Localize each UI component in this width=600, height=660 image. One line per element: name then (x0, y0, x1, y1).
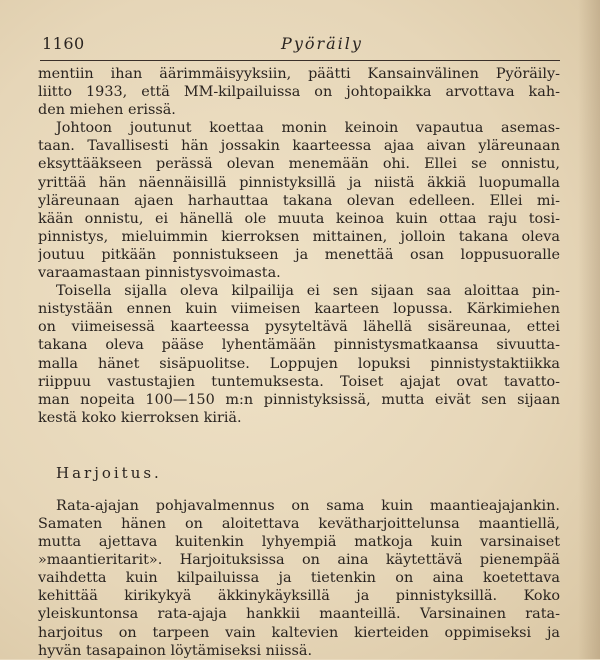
text-line: joutuu pitkään ponnistukseen ja menettää osan loppusuoralle (38, 246, 560, 263)
text-line: hyvän tasapainon löytämiseksi niissä. (38, 642, 313, 659)
page-number: 1160 (42, 34, 85, 53)
paragraph-3 (38, 282, 560, 427)
text-line: den miehen erissä. (38, 102, 176, 119)
text-line: Rata-ajajan pohjavalmennus on sama kuin maantieajajankin. (56, 497, 560, 514)
binding-shadow (578, 0, 600, 659)
text-line: taan. Tavallisesti hän jossakin kaarteessa ajaa aivan yläreunaan (38, 138, 560, 155)
paragraph-4 (38, 497, 560, 660)
text-line: Samaten hänen on aloitettava kevätharjoittelunsa maantiellä, (38, 515, 560, 532)
page-header (42, 34, 558, 56)
body-text (38, 65, 560, 660)
text-line: kestä koko kierroksen kiriä. (38, 409, 242, 426)
text-line: yleiskuntonsa rata-ajaja hankkii maanteillä. Varsinainen rata- (38, 606, 560, 623)
text-line: pinnistys, mieluimmin kierroksen mittainen, jolloin takana oleva (38, 228, 560, 245)
spacer (38, 483, 560, 497)
spacer (38, 427, 560, 463)
text-line: yrittää hän näennäisillä pinnistyksillä ja niistä äkkiä luopumalla (38, 174, 560, 191)
text-line: man nopeita 100—150 m:n pinnistyksissä, mutta eivät sen sijaan (38, 391, 560, 408)
text-line: vaihdetta kuin kilpailuissa ja tietenkin on aina koetettava (38, 570, 560, 587)
text-line: eksyttääkseen perässä olevan menemään ohi. Ellei se onnistu, (38, 156, 560, 173)
text-line: liitto 1933, että MM-kilpailuissa on johtopaikka arvottava kah- (38, 84, 560, 101)
text-line: yläreunaan ajaen harhauttaa takana olevan edelleen. Ellei mi- (38, 192, 560, 209)
text-line: harjoitus on tarpeen vain kaltevien kierteiden oppimiseksi ja (38, 624, 560, 641)
text-line: takana oleva pääse lyhentämään pinnistysmatkaansa sivuutta- (38, 337, 560, 354)
paragraph-1 (38, 65, 560, 119)
text-line: Johtoon joutunut koettaa monin keinoin vapautua asemas- (56, 120, 560, 137)
text-line: »maantieritarit». Harjoituksissa on aina käytettävä pienempää (38, 552, 560, 569)
section-heading: Harjoitus. (56, 463, 162, 482)
text-line: varaamastaan pinnistysvoimasta. (38, 265, 281, 282)
text-line: mentiin ihan äärimmäisyyksiin, päätti Kansainvälinen Pyöräily- (38, 66, 560, 82)
text-line: riippuu vastustajien tuntemuksesta. Toiset ajajat ovat tavatto- (38, 373, 560, 390)
text-line: on viimeisessä kaarteessa pysyteltävä lähellä sisäreunaa, ettei (38, 319, 560, 336)
text-line: nistystään ennen kuin viimeisen kaarteen lopussa. Kärkimiehen (38, 301, 560, 318)
text-line: kään onnistu, ei hänellä ole muuta keinoa kuin ottaa raju tosi- (38, 210, 560, 227)
header-rule (40, 60, 560, 61)
text-line: Toisella sijalla oleva kilpailija ei sen sijaan saa aloittaa pin- (56, 283, 560, 300)
paragraph-2 (38, 119, 560, 282)
text-line: malla hänet sisäpuolitse. Loppujen lopuksi pinnistystaktiikka (38, 355, 560, 372)
text-line: kehittää kirikykyä äkkinykäyksillä ja pinnistyksillä. Koko (38, 588, 560, 605)
running-title: Pyöräily (281, 34, 363, 53)
text-line: mutta ajettava kuitenkin lyhyempiä matkoja kuin varsinaiset (38, 534, 560, 551)
